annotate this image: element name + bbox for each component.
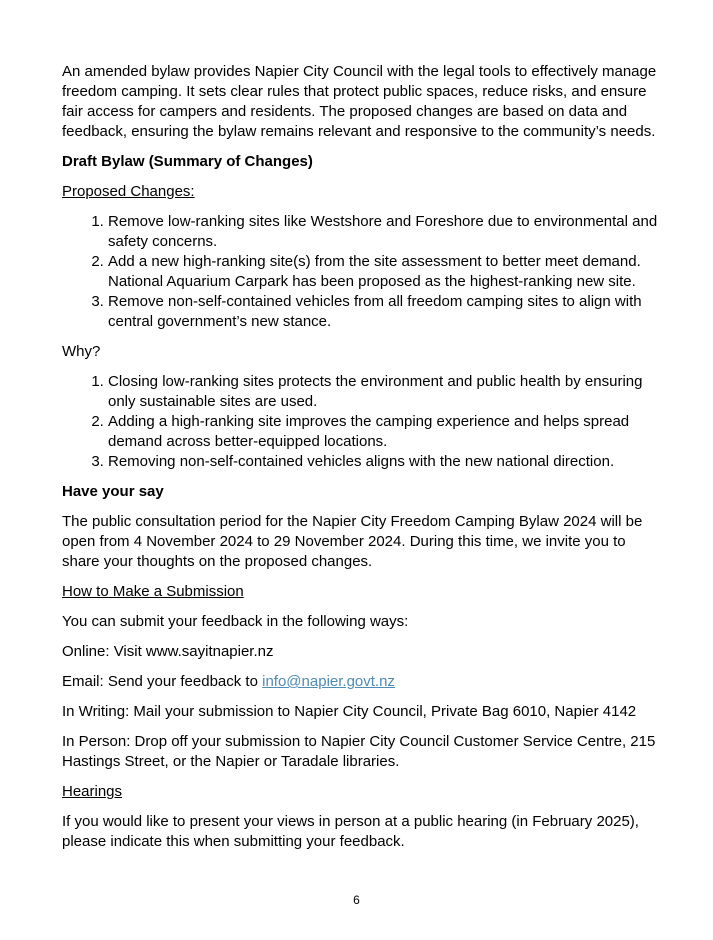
- online-submission: Online: Visit www.sayitnapier.nz: [62, 643, 274, 660]
- consultation-paragraph: The public consultation period for the Napier City Freedom Camping Bylaw 2024 will be open from 4 November 2024 to 29 November 2024. During this time, we invite you to share your thoughts on the proposed changes.: [62, 513, 643, 570]
- submission-heading: [62, 582, 658, 602]
- list-item: 2. Adding a high-ranking site improves the camping experience and helps spread demand across better-equipped locations.: [108, 412, 658, 452]
- hearings-heading: [62, 782, 658, 802]
- list-item: 3. Remove non-self-contained vehicles from all freedom camping sites to align with central government’s new stance.: [108, 292, 658, 332]
- email-link[interactable]: info@napier.govt.nz: [262, 673, 395, 690]
- proposed-changes-heading: [62, 182, 658, 202]
- why-heading: Why?: [62, 343, 101, 360]
- ways-intro: You can submit your feedback in the following ways:: [62, 613, 409, 630]
- hearings-heading-label: Hearings: [62, 783, 123, 800]
- hearings-paragraph: If you would like to present your views in person at a public hearing (in February 2025), please indicate this when submitting your feedback.: [62, 813, 639, 850]
- email-prefix: Email: Send your feedback to: [62, 673, 263, 690]
- page-content: [62, 62, 658, 862]
- list-item: 1. Remove low-ranking sites like Westshore and Foreshore due to environmental and safety concerns.: [108, 212, 658, 252]
- in-person-submission: In Person: Drop off your submission to Napier City Council Customer Service Centre, 215 Hastings Street, or the Napier or Taradale libraries.: [62, 733, 656, 770]
- list-item: 1. Closing low-ranking sites protects the environment and public health by ensuring only sustainable sites are used.: [108, 372, 658, 412]
- submission-heading-label: How to Make a Submission: [62, 583, 244, 600]
- intro-paragraph: An amended bylaw provides Napier City Council with the legal tools to effectively manage freedom camping. It sets clear rules that protect public spaces, reduce risks, and ensure fair access for campers and residents. The proposed changes are based on data and feedback, ensuring the bylaw remains relevant and responsive to the community’s needs.: [62, 63, 657, 140]
- proposed-changes-list: [62, 212, 658, 332]
- list-item: 3. Removing non-self-contained vehicles aligns with the new national direction.: [108, 452, 658, 472]
- proposed-changes-label: Proposed Changes:: [62, 183, 195, 200]
- reasons-list: [62, 372, 658, 472]
- writing-submission: In Writing: Mail your submission to Napier City Council, Private Bag 6010, Napier 4142: [62, 703, 637, 720]
- page-number: 6: [353, 893, 360, 907]
- email-submission: [62, 672, 658, 692]
- draft-bylaw-heading: Draft Bylaw (Summary of Changes): [62, 153, 313, 170]
- list-item: 2. Add a new high-ranking site(s) from the site assessment to better meet demand. National Aquarium Carpark has been proposed as the highest-ranking new site.: [108, 252, 658, 292]
- have-your-say-heading: Have your say: [62, 483, 164, 500]
